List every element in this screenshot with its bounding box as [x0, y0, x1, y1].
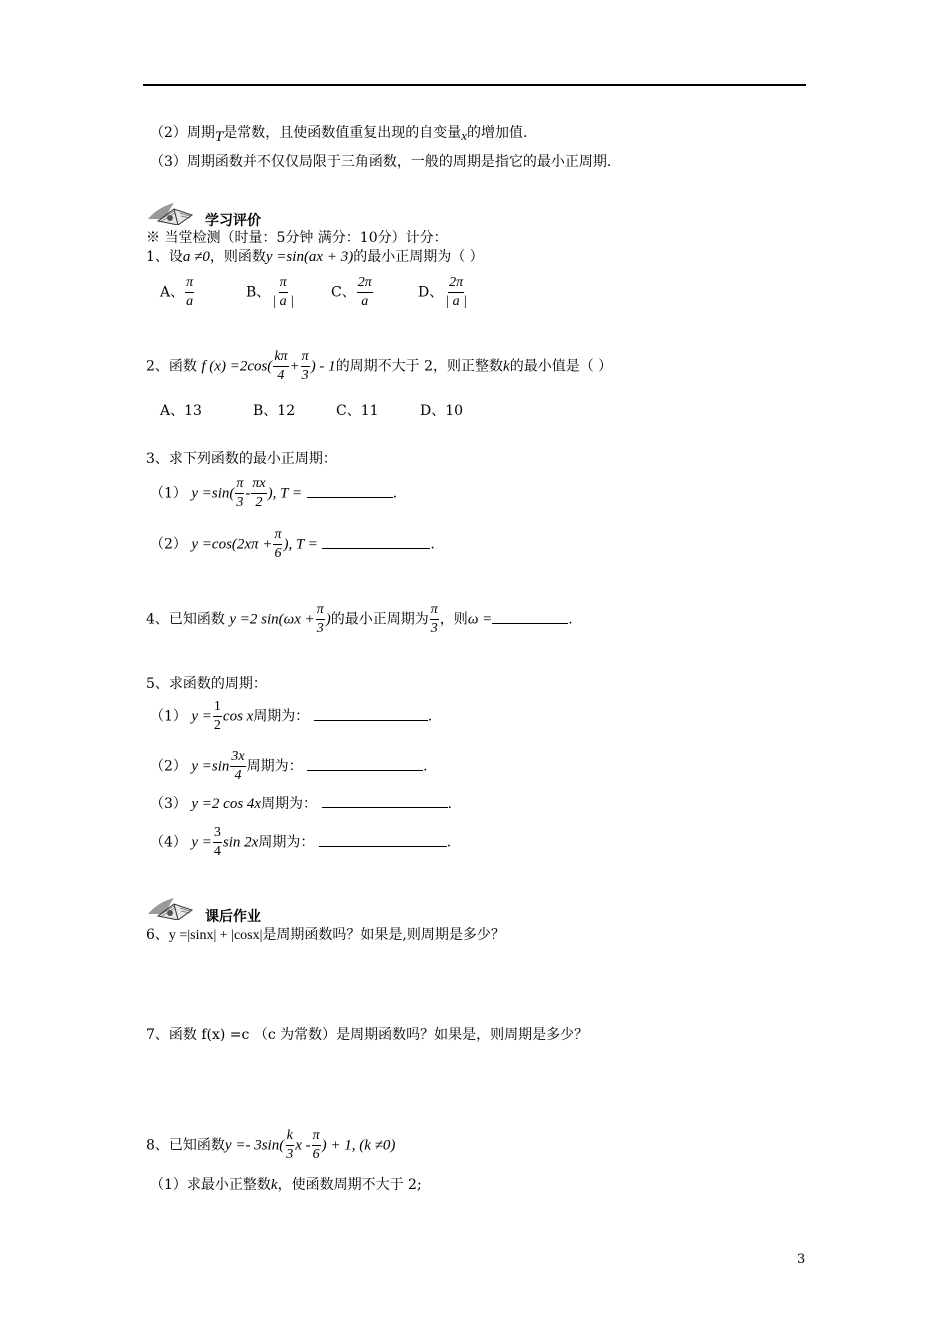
q4-answer-blank[interactable] — [492, 611, 568, 624]
q5-part-2-answer-blank[interactable] — [307, 758, 423, 771]
question-7: 7、函数 f(x) =c （c 为常数）是周期函数吗？如果是，则周期是多少？ — [146, 1027, 589, 1043]
question-6: 6、y =|sinx| + |cosx|是周期函数吗？如果是,则周期是多少？ — [146, 927, 505, 943]
q8-part-1: （1）求最小正整数k，使函数周期不大于 2; — [150, 1177, 422, 1193]
note-3: （3）周期函数并不仅仅局限于三角函数，一般的周期是指它的最小正周期. — [150, 154, 612, 170]
book-icon — [144, 894, 200, 924]
q5-part-4-answer-blank[interactable] — [319, 834, 447, 847]
q2-option-b: B、12 — [253, 403, 296, 419]
q3-part-2: （2） y =cos(2xπ + $\frac{\pi}{6}$ ), T = . — [150, 527, 435, 561]
header-rule — [143, 84, 806, 86]
q1-option-a: A、 $\frac{\pi}{a}$ — [160, 275, 194, 309]
question-4: 4、已知函数 y =2 sin(ωx + $\frac{\pi}{3}$ )的最小正周期为 $\frac{\pi}{3}$ ，则ω = . — [146, 602, 573, 636]
q1-option-c: C、 $\frac{2\pi}{a}$ — [331, 275, 372, 309]
q2-option-a: A、13 — [160, 403, 202, 419]
q5-part-1: （1） y = $\frac{1}{2}$ cos x周期为： . — [150, 699, 433, 733]
q5-part-4: （4） y = $\frac{3}{4}$ sin 2x周期为： . — [150, 825, 452, 859]
section-title-evaluation: 学习评价 — [205, 213, 261, 229]
note-2: （2）周期T是常数，且使函数值重复出现的自变量x的增加值. — [150, 125, 528, 145]
check-line: ※ 当堂检测（时量：5分钟 满分：10分）计分： — [146, 230, 448, 246]
question-3-title: 3、求下列函数的最小正周期： — [146, 451, 337, 467]
question-8: 8、已知函数y =- 3sin( $\frac{k}{3}$ x - $\frac{\pi}{6}$ ) + 1, (k ≠0) — [146, 1128, 396, 1162]
question-2: 2、函数 f (x) =2cos( $\frac{k\pi}{4}$ + $\frac{\pi}{3}$ ) - 1的周期不大于 2，则正整数k的最小值是（ ） — [146, 349, 613, 383]
q5-part-3: （3） y =2 cos 4x周期为： . — [150, 796, 452, 812]
q5-part-1-answer-blank[interactable] — [314, 708, 428, 721]
page-number: 3 — [797, 1252, 806, 1267]
q3-part-1-answer-blank[interactable] — [307, 485, 393, 498]
q1-option-b: B、 $\frac{\pi}{| a |}$ — [246, 275, 294, 309]
q2-option-d: D、10 — [420, 403, 464, 419]
section-title-homework: 课后作业 — [205, 909, 261, 925]
book-icon — [144, 199, 200, 229]
q2-option-c: C、11 — [336, 403, 379, 419]
q3-part-1: （1） y =sin( $\frac{\pi}{3}$ - $\frac{\pi x}{2}$ ), T = . — [150, 476, 398, 510]
q5-part-2: （2） y =sin $\frac{3x}{4}$ 周期为： . — [150, 749, 428, 783]
q1-option-d: D、 $\frac{2\pi}{| a |}$ — [418, 275, 467, 309]
q3-part-2-answer-blank[interactable] — [322, 536, 430, 549]
question-1: 1、设a ≠0，则函数y =sin(ax + 3)的最小正周期为（ ） — [146, 249, 484, 265]
q5-part-3-answer-blank[interactable] — [322, 795, 448, 808]
question-5-title: 5、求函数的周期： — [146, 676, 267, 692]
